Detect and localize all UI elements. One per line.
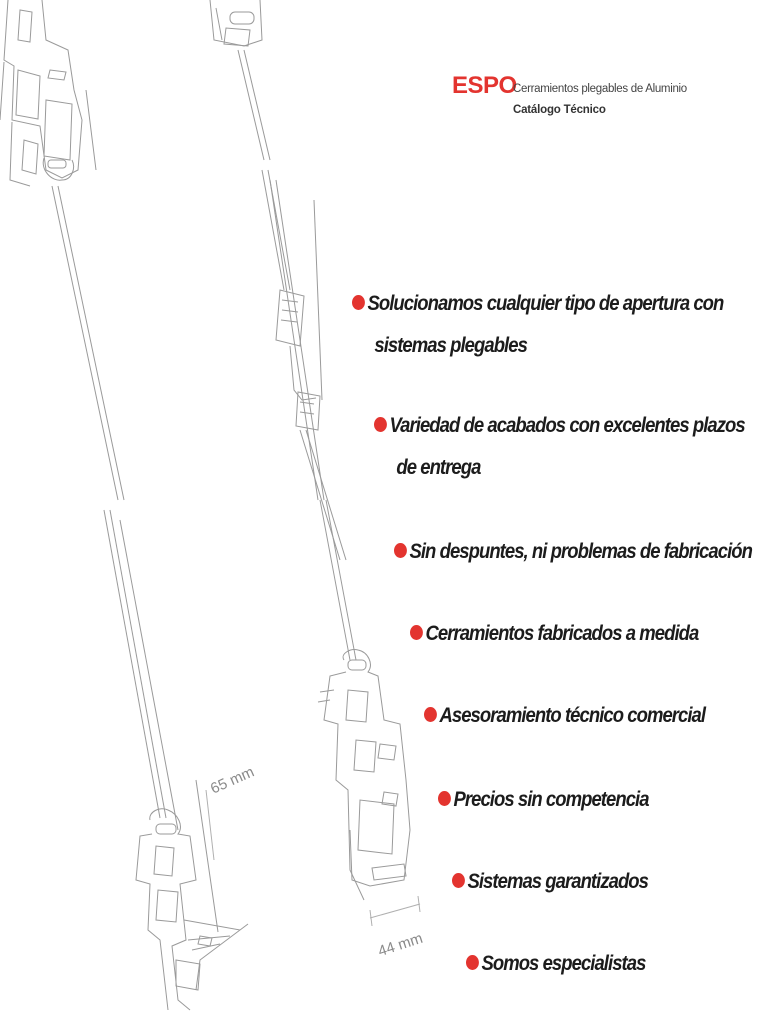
feature-text: Sin despuntes, ni problemas de fabricación — [409, 539, 752, 563]
feature-item — [452, 860, 648, 902]
dimension-label-44: 44 mm — [376, 929, 425, 961]
bullet-icon — [394, 543, 407, 558]
feature-item — [466, 942, 645, 984]
feature-text: Cerramientos fabricados a medida — [425, 621, 699, 645]
bullet-icon — [424, 707, 437, 722]
bullet-icon — [466, 955, 479, 970]
middle-top-profile — [210, 0, 270, 160]
feature-item — [374, 404, 745, 488]
bullet-icon — [352, 295, 365, 310]
feature-item — [410, 612, 698, 654]
bullet-icon — [452, 873, 465, 888]
bullet-icon — [410, 625, 423, 640]
feature-text: Solucionamos cualquier tipo de apertura con sistemas plegables — [367, 291, 724, 357]
feature-item — [438, 778, 649, 820]
header-subtitle: Catálogo Técnico — [513, 104, 606, 116]
dimension-label-65: 65 mm — [208, 763, 257, 798]
left-top-profile — [0, 0, 96, 186]
right-bottom-profile — [318, 650, 410, 900]
feature-text: Asesoramiento técnico comercial — [439, 703, 706, 727]
feature-text: Somos especialistas — [481, 951, 646, 975]
header-tagline: Cerramientos plegables de Aluminio — [513, 83, 687, 95]
feature-item — [352, 282, 723, 366]
dimension-lines — [206, 790, 420, 926]
feature-text: Variedad de acabados con excelentes plazos de entrega — [389, 413, 745, 479]
bullet-icon — [374, 417, 387, 432]
feature-text: Sistemas garantizados — [467, 869, 648, 893]
bullet-icon — [438, 791, 451, 806]
left-bottom-profile — [136, 780, 248, 1010]
feature-text: Precios sin competencia — [453, 787, 649, 811]
left-glazing-bar — [52, 186, 178, 830]
feature-item — [424, 694, 705, 736]
brand-logo: ESPO — [452, 72, 517, 99]
feature-item — [394, 530, 752, 572]
